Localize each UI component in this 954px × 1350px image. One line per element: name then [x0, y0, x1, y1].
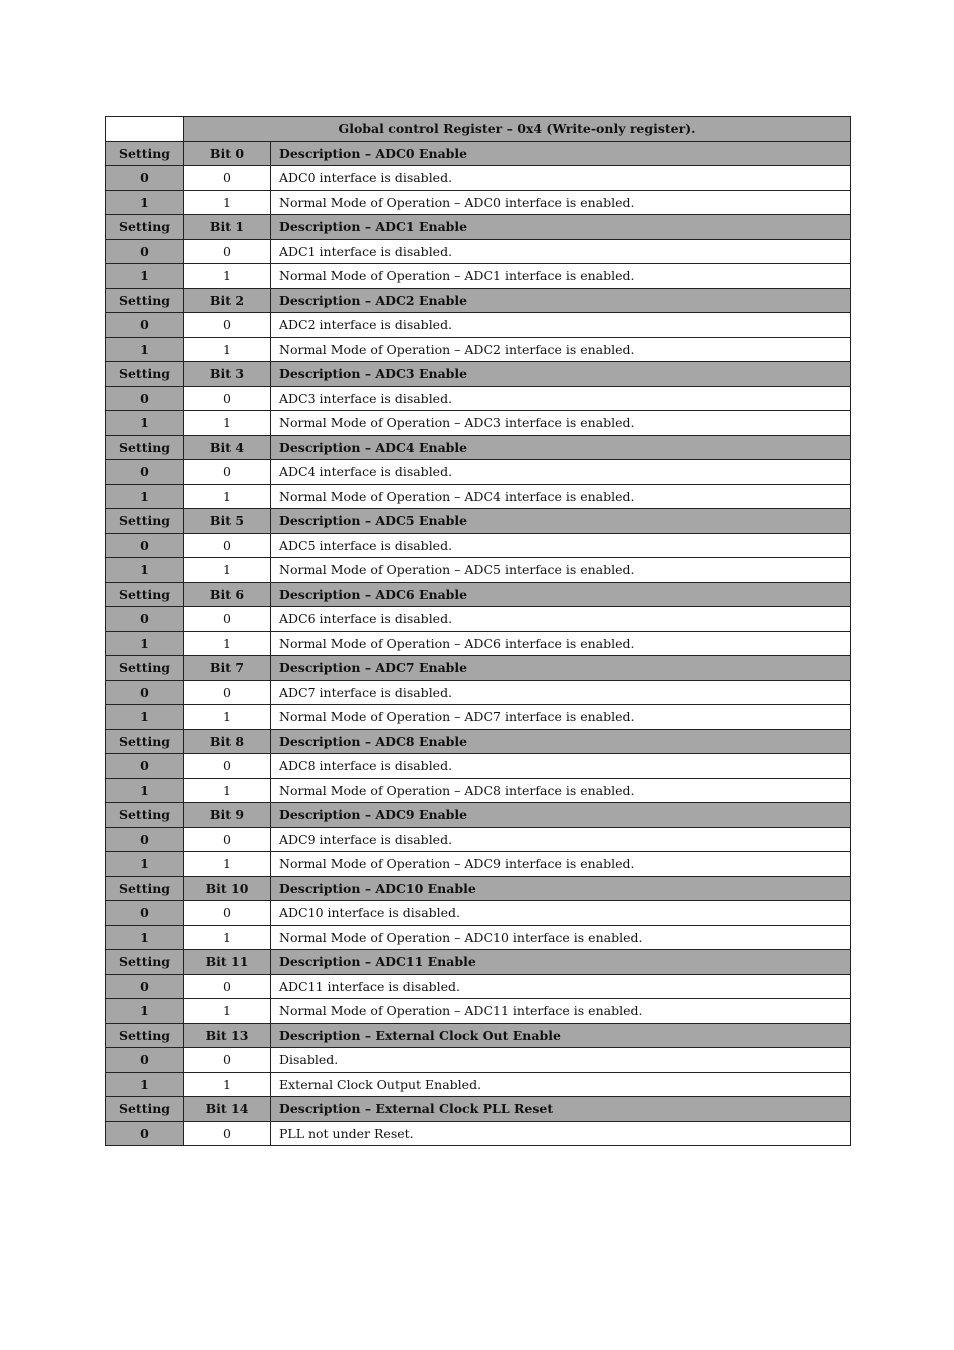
table-row	[106, 705, 851, 730]
table-row	[106, 264, 851, 289]
description-cell: ADC3 interface is disabled.	[271, 386, 851, 411]
setting-value-cell: 0	[106, 901, 184, 926]
description-cell: Normal Mode of Operation – ADC9 interface is enabled.	[271, 852, 851, 877]
section-bit-header: Bit 10	[184, 876, 271, 901]
description-cell: External Clock Output Enabled.	[271, 1072, 851, 1097]
section-header-row	[106, 803, 851, 828]
section-description-header: Description – ADC2 Enable	[271, 288, 851, 313]
table-row	[106, 680, 851, 705]
table-row	[106, 999, 851, 1024]
description-cell: ADC6 interface is disabled.	[271, 607, 851, 632]
description-cell: ADC9 interface is disabled.	[271, 827, 851, 852]
description-cell: Normal Mode of Operation – ADC2 interface is enabled.	[271, 337, 851, 362]
section-bit-header: Bit 14	[184, 1097, 271, 1122]
setting-value-cell: 0	[106, 533, 184, 558]
table-row	[106, 313, 851, 338]
section-header-row	[106, 876, 851, 901]
section-setting-header: Setting	[106, 656, 184, 681]
section-setting-header: Setting	[106, 288, 184, 313]
table-row	[106, 754, 851, 779]
bit-value-cell: 1	[184, 852, 271, 877]
section-bit-header: Bit 4	[184, 435, 271, 460]
section-header-row	[106, 950, 851, 975]
bit-value-cell: 1	[184, 925, 271, 950]
bit-value-cell: 0	[184, 754, 271, 779]
bit-value-cell: 1	[184, 484, 271, 509]
description-cell: ADC5 interface is disabled.	[271, 533, 851, 558]
setting-value-cell: 1	[106, 925, 184, 950]
section-description-header: Description – ADC0 Enable	[271, 141, 851, 166]
section-setting-header: Setting	[106, 215, 184, 240]
table-row	[106, 460, 851, 485]
section-header-row	[106, 729, 851, 754]
table-row	[106, 337, 851, 362]
section-setting-header: Setting	[106, 876, 184, 901]
bit-value-cell: 1	[184, 705, 271, 730]
section-description-header: Description – ADC3 Enable	[271, 362, 851, 387]
bit-value-cell: 0	[184, 460, 271, 485]
section-description-header: Description – ADC7 Enable	[271, 656, 851, 681]
section-header-row	[106, 1097, 851, 1122]
bit-value-cell: 0	[184, 607, 271, 632]
table-row	[106, 607, 851, 632]
bit-value-cell: 0	[184, 533, 271, 558]
section-setting-header: Setting	[106, 582, 184, 607]
table-row	[106, 386, 851, 411]
section-bit-header: Bit 2	[184, 288, 271, 313]
bit-value-cell: 0	[184, 901, 271, 926]
section-header-row	[106, 288, 851, 313]
setting-value-cell: 1	[106, 337, 184, 362]
setting-value-cell: 0	[106, 460, 184, 485]
table-row	[106, 533, 851, 558]
description-cell: ADC8 interface is disabled.	[271, 754, 851, 779]
description-cell: Normal Mode of Operation – ADC3 interface is enabled.	[271, 411, 851, 436]
section-description-header: Description – ADC10 Enable	[271, 876, 851, 901]
setting-value-cell: 1	[106, 705, 184, 730]
bit-value-cell: 1	[184, 631, 271, 656]
table-row	[106, 1121, 851, 1146]
setting-value-cell: 0	[106, 754, 184, 779]
table-row	[106, 827, 851, 852]
bit-value-cell: 0	[184, 313, 271, 338]
bit-value-cell: 0	[184, 386, 271, 411]
section-description-header: Description – ADC4 Enable	[271, 435, 851, 460]
section-header-row	[106, 362, 851, 387]
setting-value-cell: 1	[106, 631, 184, 656]
table-row	[106, 852, 851, 877]
setting-value-cell: 1	[106, 484, 184, 509]
section-setting-header: Setting	[106, 729, 184, 754]
section-header-row	[106, 1023, 851, 1048]
description-cell: Normal Mode of Operation – ADC0 interface is enabled.	[271, 190, 851, 215]
register-table-body	[106, 117, 851, 1146]
section-header-row	[106, 582, 851, 607]
setting-value-cell: 0	[106, 827, 184, 852]
section-setting-header: Setting	[106, 435, 184, 460]
section-description-header: Description – External Clock Out Enable	[271, 1023, 851, 1048]
table-row	[106, 974, 851, 999]
setting-value-cell: 0	[106, 1121, 184, 1146]
table-row	[106, 166, 851, 191]
table-row	[106, 484, 851, 509]
setting-value-cell: 0	[106, 680, 184, 705]
setting-value-cell: 1	[106, 558, 184, 583]
description-cell: ADC2 interface is disabled.	[271, 313, 851, 338]
bit-value-cell: 0	[184, 974, 271, 999]
setting-value-cell: 0	[106, 386, 184, 411]
section-setting-header: Setting	[106, 950, 184, 975]
description-cell: Normal Mode of Operation – ADC1 interface is enabled.	[271, 264, 851, 289]
section-description-header: Description – ADC11 Enable	[271, 950, 851, 975]
bit-value-cell: 1	[184, 558, 271, 583]
setting-value-cell: 1	[106, 411, 184, 436]
section-setting-header: Setting	[106, 1097, 184, 1122]
section-description-header: Description – ADC9 Enable	[271, 803, 851, 828]
section-bit-header: Bit 9	[184, 803, 271, 828]
section-bit-header: Bit 0	[184, 141, 271, 166]
description-cell: ADC4 interface is disabled.	[271, 460, 851, 485]
description-cell: Disabled.	[271, 1048, 851, 1073]
section-bit-header: Bit 3	[184, 362, 271, 387]
setting-value-cell: 0	[106, 313, 184, 338]
section-description-header: Description – ADC1 Enable	[271, 215, 851, 240]
setting-value-cell: 0	[106, 239, 184, 264]
section-header-row	[106, 509, 851, 534]
bit-value-cell: 0	[184, 680, 271, 705]
section-header-row	[106, 141, 851, 166]
section-description-header: Description – ADC6 Enable	[271, 582, 851, 607]
description-cell: ADC10 interface is disabled.	[271, 901, 851, 926]
bit-value-cell: 1	[184, 1072, 271, 1097]
table-row	[106, 901, 851, 926]
description-cell: ADC7 interface is disabled.	[271, 680, 851, 705]
section-description-header: Description – ADC5 Enable	[271, 509, 851, 534]
table-row	[106, 558, 851, 583]
setting-value-cell: 1	[106, 190, 184, 215]
bit-value-cell: 0	[184, 1048, 271, 1073]
section-header-row	[106, 435, 851, 460]
setting-value-cell: 0	[106, 166, 184, 191]
setting-value-cell: 1	[106, 1072, 184, 1097]
section-bit-header: Bit 5	[184, 509, 271, 534]
section-bit-header: Bit 13	[184, 1023, 271, 1048]
register-title: Global control Register – 0x4 (Write-only register).	[184, 117, 851, 142]
setting-value-cell: 1	[106, 778, 184, 803]
description-cell: Normal Mode of Operation – ADC5 interface is enabled.	[271, 558, 851, 583]
table-row	[106, 411, 851, 436]
section-bit-header: Bit 7	[184, 656, 271, 681]
bit-value-cell: 0	[184, 827, 271, 852]
register-table	[105, 116, 851, 1146]
description-cell: Normal Mode of Operation – ADC8 interface is enabled.	[271, 778, 851, 803]
description-cell: ADC1 interface is disabled.	[271, 239, 851, 264]
bit-value-cell: 1	[184, 999, 271, 1024]
description-cell: Normal Mode of Operation – ADC11 interface is enabled.	[271, 999, 851, 1024]
description-cell: Normal Mode of Operation – ADC6 interface is enabled.	[271, 631, 851, 656]
table-row	[106, 631, 851, 656]
section-header-row	[106, 656, 851, 681]
description-cell: ADC0 interface is disabled.	[271, 166, 851, 191]
setting-value-cell: 0	[106, 1048, 184, 1073]
setting-value-cell: 1	[106, 852, 184, 877]
bit-value-cell: 1	[184, 190, 271, 215]
bit-value-cell: 1	[184, 337, 271, 362]
description-cell: ADC11 interface is disabled.	[271, 974, 851, 999]
section-bit-header: Bit 11	[184, 950, 271, 975]
table-row	[106, 925, 851, 950]
bit-value-cell: 1	[184, 411, 271, 436]
description-cell: PLL not under Reset.	[271, 1121, 851, 1146]
description-cell: Normal Mode of Operation – ADC10 interface is enabled.	[271, 925, 851, 950]
setting-value-cell: 0	[106, 974, 184, 999]
section-setting-header: Setting	[106, 509, 184, 534]
section-description-header: Description – ADC8 Enable	[271, 729, 851, 754]
section-setting-header: Setting	[106, 1023, 184, 1048]
bit-value-cell: 0	[184, 239, 271, 264]
table-row	[106, 1072, 851, 1097]
table-row	[106, 190, 851, 215]
bit-value-cell: 0	[184, 1121, 271, 1146]
description-cell: Normal Mode of Operation – ADC4 interface is enabled.	[271, 484, 851, 509]
setting-value-cell: 0	[106, 607, 184, 632]
section-setting-header: Setting	[106, 362, 184, 387]
section-bit-header: Bit 1	[184, 215, 271, 240]
section-description-header: Description – External Clock PLL Reset	[271, 1097, 851, 1122]
section-header-row	[106, 215, 851, 240]
setting-value-cell: 1	[106, 999, 184, 1024]
section-setting-header: Setting	[106, 141, 184, 166]
bit-value-cell: 1	[184, 264, 271, 289]
setting-value-cell: 1	[106, 264, 184, 289]
section-setting-header: Setting	[106, 803, 184, 828]
bit-value-cell: 0	[184, 166, 271, 191]
table-row	[106, 1048, 851, 1073]
section-bit-header: Bit 8	[184, 729, 271, 754]
description-cell: Normal Mode of Operation – ADC7 interface is enabled.	[271, 705, 851, 730]
section-bit-header: Bit 6	[184, 582, 271, 607]
table-row	[106, 239, 851, 264]
bit-value-cell: 1	[184, 778, 271, 803]
table-title-row	[106, 117, 851, 142]
table-row	[106, 778, 851, 803]
blank-corner-cell	[106, 117, 184, 142]
